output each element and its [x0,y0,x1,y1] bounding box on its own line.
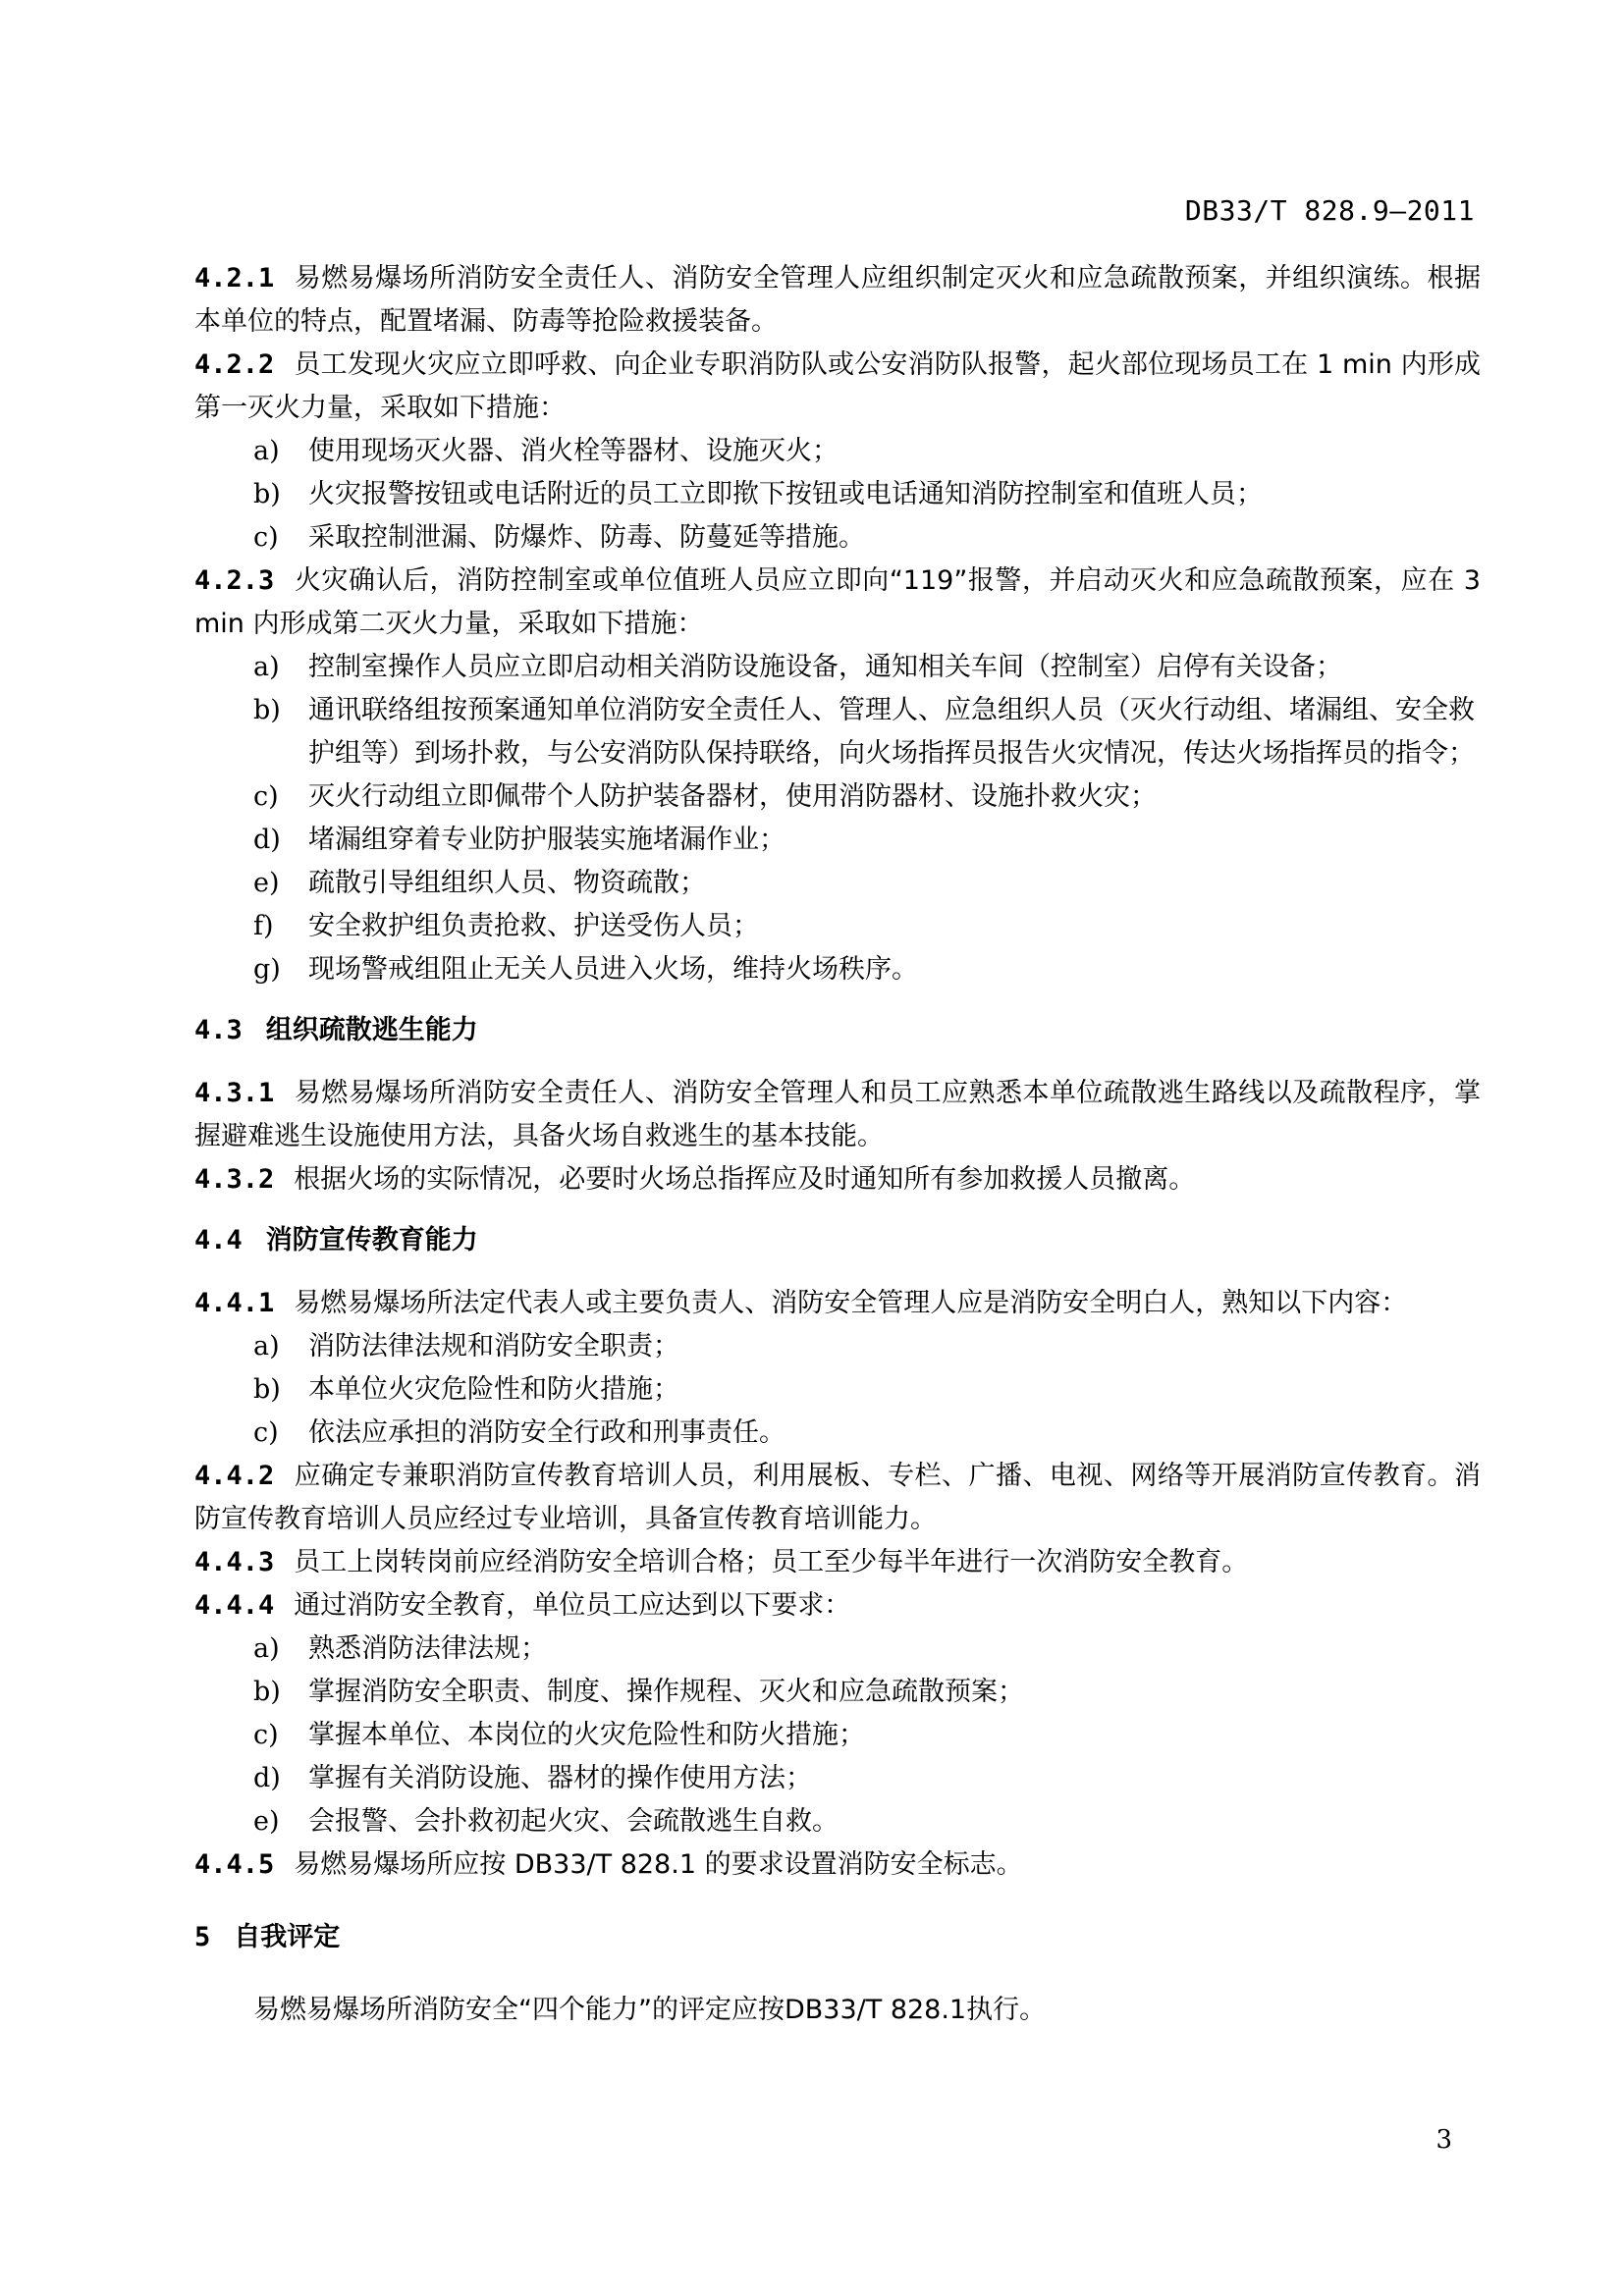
clause-4-3-2 [194,1158,1481,1201]
clause-4-2-2 [194,344,1481,430]
list-text: 熟悉消防法律法规； [308,1633,547,1664]
list-text: 采取控制泄漏、防爆炸、防毒、防蔓延等措施。 [308,522,865,553]
list-text: 依法应承担的消防安全行政和刑事责任。 [308,1417,785,1448]
list-item [194,1412,1481,1455]
page-number: 3 [1435,2125,1452,2155]
list-label: d) [253,1763,281,1793]
section-number: 5 [194,1922,211,1952]
list-text: 灭火行动组立即佩带个人防护装备器材，使用消防器材、设施扑救火灾； [308,781,1157,812]
clause-text: 火灾确认后，消防控制室或单位值班人员应立即向“119”报警，并启动灭火和应急疏散预案，应在 3 min 内形成第二灭火力量，采取如下措施： [194,565,1481,639]
list-text: 安全救护组负责抢救、护送受伤人员； [308,911,759,941]
list-text: 疏散引导组组织人员、物资疏散； [308,868,706,898]
document-body [194,257,1481,2032]
list-label: a) [253,652,280,682]
list-label: a) [253,1633,280,1664]
clause-text: 易燃易爆场所消防安全责任人、消防安全管理人应组织制定灭火和应急疏散预案，并组织演练。根据本单位的特点，配置堵漏、防毒等抢险救援装备。 [194,263,1481,337]
list-item [194,689,1481,775]
section-title: 消防宣传教育能力 [265,1225,478,1255]
section-title: 自我评定 [234,1922,341,1952]
list-label: c) [253,1417,279,1448]
clause-number: 4.2.3 [194,565,275,596]
clause-number: 4.3.2 [194,1164,275,1195]
list-text: 堵漏组穿着专业防护服装实施堵漏作业； [308,825,785,855]
clause-4-4-2 [194,1455,1481,1541]
section-title: 组织疏散逃生能力 [265,1015,478,1045]
list-label: a) [253,436,280,466]
list-item [194,1368,1481,1412]
clause-number: 4.4.5 [194,1849,275,1880]
list-text: 掌握本单位、本岗位的火灾危险性和防火措施； [308,1720,865,1750]
list-item [194,862,1481,905]
list-label: c) [253,1720,279,1750]
list-label: g) [253,954,281,985]
list-text: 消防法律法规和消防安全职责； [308,1331,679,1362]
list-text: 使用现场灭火器、消火栓等器材、设施灭火； [308,436,839,466]
clause-4-2-3 [194,560,1481,646]
clause-number: 4.3.1 [194,1078,275,1108]
list-item [194,1671,1481,1714]
section-5-text: 易燃易爆场所消防安全“四个能力”的评定应按DB33/T 828.1执行。 [253,1995,1047,2025]
clause-4-4-3 [194,1541,1481,1584]
list-label: e) [253,868,280,898]
section-heading-4-4 [194,1219,1481,1262]
list-text: 掌握消防安全职责、制度、操作规程、灭火和应急疏散预案； [308,1677,1024,1707]
clause-4-4-4 [194,1584,1481,1628]
list-item [194,646,1481,689]
clause-text: 通过消防安全教育，单位员工应达到以下要求： [294,1590,851,1621]
list-item [194,1757,1481,1800]
section-number: 4.4 [194,1225,243,1255]
list-label: c) [253,781,279,812]
list-label: c) [253,522,279,553]
list-text: 通讯联络组按预案通知单位消防安全责任人、管理人、应急组织人员（灭火行动组、堵漏组、安全救护组等）到场扑救，与公安消防队保持联络，向火场指挥员报告火灾情况，传达火场指挥员的指令； [308,695,1475,769]
clause-number: 4.4.2 [194,1461,275,1491]
list-item [194,1628,1481,1671]
clause-text: 员工上岗转岗前应经消防安全培训合格；员工至少每半年进行一次消防安全教育。 [294,1547,1249,1577]
clause-number: 4.2.2 [194,349,275,380]
clause-4-2-1 [194,257,1481,344]
clause-number: 4.2.1 [194,263,275,294]
clause-number: 4.4.4 [194,1590,275,1621]
list-item [194,473,1481,516]
list-text: 会报警、会扑救初起火灾、会疏散逃生自救。 [308,1806,839,1837]
clause-4-3-1 [194,1072,1481,1158]
clause-text: 根据火场的实际情况，必要时火场总指挥应及时通知所有参加救援人员撤离。 [294,1164,1196,1195]
list-label: d) [253,825,281,855]
list-label: b) [253,1677,281,1707]
list-text: 控制室操作人员应立即启动相关消防设施设备，通知相关车间（控制室）启停有关设备； [308,652,1342,682]
list-item [194,1800,1481,1843]
list-item [194,516,1481,560]
list-label: a) [253,1331,280,1362]
clause-number: 4.4.3 [194,1547,275,1577]
list-item [194,948,1481,991]
clause-4-4-1 [194,1282,1481,1325]
clause-text: 员工发现火灾应立即呼救、向企业专职消防队或公安消防队报警，起火部位现场员工在 1 min 内形成第一灭火力量，采取如下措施： [194,349,1481,423]
list-label: b) [253,1374,281,1405]
list-item [194,775,1481,819]
list-item [194,819,1481,862]
clause-4-4-5 [194,1843,1481,1887]
list-item [194,905,1481,948]
list-label: f) [253,911,274,941]
clause-text: 易燃易爆场所法定代表人或主要负责人、消防安全管理人应是消防安全明白人，熟知以下内容： [294,1288,1408,1318]
document-header: DB33/T 828.9—2011 [1184,194,1475,227]
list-text: 掌握有关消防设施、器材的操作使用方法； [308,1763,812,1793]
list-item [194,1714,1481,1757]
clause-number: 4.4.1 [194,1288,275,1318]
list-label: b) [253,479,281,509]
list-label: b) [253,695,281,725]
section-number: 4.3 [194,1015,243,1045]
clause-text: 易燃易爆场所消防安全责任人、消防安全管理人和员工应熟悉本单位疏散逃生路线以及疏散程序，掌握避难逃生设施使用方法，具备火场自救逃生的基本技能。 [194,1078,1481,1151]
list-item [194,430,1481,473]
clause-text: 应确定专兼职消防宣传教育培训人员，利用展板、专栏、广播、电视、网络等开展消防宣传教育。消防宣传教育培训人员应经过专业培训，具备宣传教育培训能力。 [194,1461,1481,1534]
section-heading-5 [194,1916,1481,1959]
list-label: e) [253,1806,280,1837]
section-heading-4-3 [194,1009,1481,1052]
list-text: 现场警戒组阻止无关人员进入火场，维持火场秩序。 [308,954,918,985]
list-item [194,1325,1481,1368]
list-text: 本单位火灾危险性和防火措施； [308,1374,679,1405]
clause-text: 易燃易爆场所应按 DB33/T 828.1 的要求设置消防安全标志。 [294,1849,1023,1880]
list-text: 火灾报警按钮或电话附近的员工立即揿下按钮或电话通知消防控制室和值班人员； [308,479,1263,509]
